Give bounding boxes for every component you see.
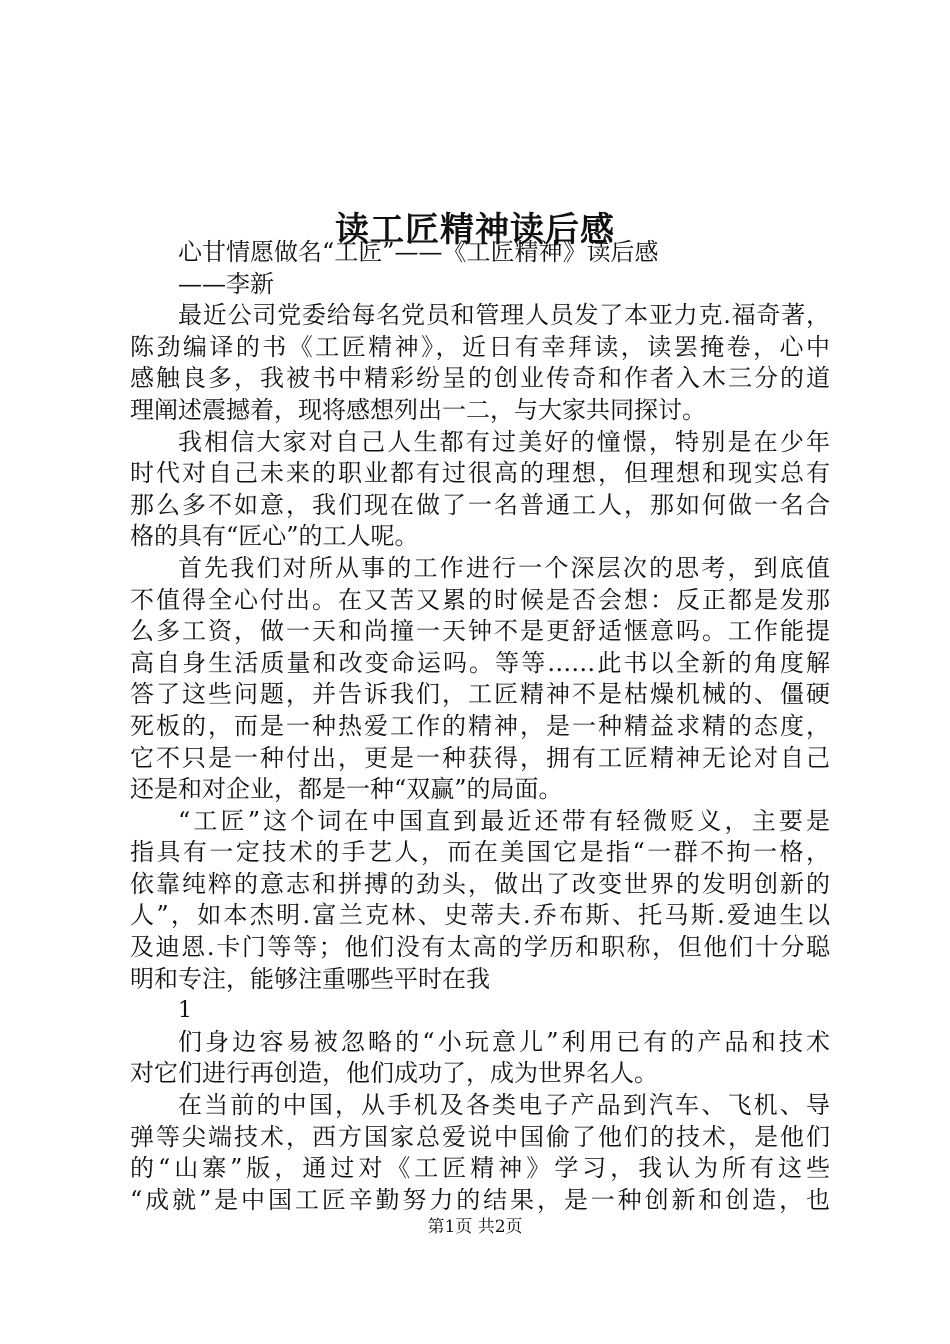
- page-footer: 第1页 共2页: [427, 1217, 523, 1237]
- paragraph-line: 我相信大家对自己人生都有过美好的憧憬，特别是在少年: [178, 427, 830, 456]
- paragraph-line: 弹等尖端技术，西方国家总爱说中国偷了他们的技术，是他们: [130, 1122, 830, 1151]
- paragraph-line: 人”，如本杰明.富兰克林、史蒂夫.乔布斯、托马斯.爱迪生以: [130, 901, 830, 930]
- paragraph-line: 的“山寨”版，通过对《工匠精神》学习，我认为所有这些: [130, 1154, 830, 1183]
- paragraph-line: 那么多不如意，我们现在做了一名普通工人，那如何做一名合: [130, 490, 830, 519]
- paragraph-line: 对它们进行再创造，他们成功了，成为世界名人。: [130, 1059, 658, 1088]
- author-line: ——李新: [178, 269, 274, 298]
- paragraph-line: 答了这些问题，并告诉我们，工匠精神不是枯燥机械的、僵硬: [130, 680, 830, 709]
- document-title: 读工匠精神读后感: [335, 209, 615, 250]
- paragraph-line: 指具有一定技术的手艺人，而在美国它是指“一群不拘一格，: [130, 838, 830, 867]
- paragraph-line: 明和专注，能够注重哪些平时在我: [130, 964, 490, 993]
- paragraph-line: 死板的，而是一种热爱工作的精神，是一种精益求精的态度，: [130, 711, 830, 740]
- paragraph-line: 依靠纯粹的意志和拼搏的劲头，做出了改变世界的发明创新的: [130, 869, 830, 898]
- paragraph-line: 最近公司党委给每名党员和管理人员发了本亚力克.福奇著，: [178, 301, 830, 330]
- paragraph-line: 们身边容易被忽略的“小玩意儿”利用已有的产品和技术: [178, 1027, 830, 1056]
- paragraph-line: “成就”是中国工匠辛勤努力的结果，是一种创新和创造，也: [130, 1185, 830, 1214]
- paragraph-line: 时代对自己未来的职业都有过很高的理想，但理想和现实总有: [130, 459, 830, 488]
- document-body: [130, 237, 830, 1216]
- paragraph-line: 理阐述震撼着，现将感想列出一二，与大家共同探讨。: [130, 395, 706, 424]
- paragraph-line: 及迪恩.卡门等等；他们没有太高的学历和职称，但他们十分聪: [130, 933, 830, 962]
- paragraph-line: 陈劲编译的书《工匠精神》，近日有幸拜读，读罢掩卷，心中: [130, 332, 830, 361]
- paragraph-line: 格的具有“匠心”的工人呢。: [130, 522, 419, 551]
- paragraph-line: 它不只是一种付出，更是一种获得，拥有工匠精神无论对自己: [130, 743, 830, 772]
- paragraph-line: 在当前的中国，从手机及各类电子产品到汽车、飞机、导: [178, 1091, 830, 1120]
- inline-page-number: 1: [178, 998, 192, 1024]
- paragraph-line: 不值得全心付出。在又苦又累的时候是否会想：反正都是发那: [130, 585, 830, 614]
- paragraph-line: 高自身生活质量和改变命运吗。等等……此书以全新的角度解: [130, 648, 830, 677]
- paragraph-line: 首先我们对所从事的工作进行一个深层次的思考，到底值: [178, 553, 830, 582]
- subtitle-line: 心甘情愿做名“工匠”——《工匠精神》读后感: [178, 238, 659, 266]
- paragraph-line: 还是和对企业，都是一种“双赢”的局面。: [130, 775, 563, 804]
- paragraph-line: “工匠”这个词在中国直到最近还带有轻微贬义，主要是: [178, 806, 830, 835]
- paragraph-line: 感触良多，我被书中精彩纷呈的创业传奇和作者入木三分的道: [130, 364, 830, 393]
- paragraph-line: 么多工资，做一天和尚撞一天钟不是更舒适惬意吗。工作能提: [130, 617, 830, 646]
